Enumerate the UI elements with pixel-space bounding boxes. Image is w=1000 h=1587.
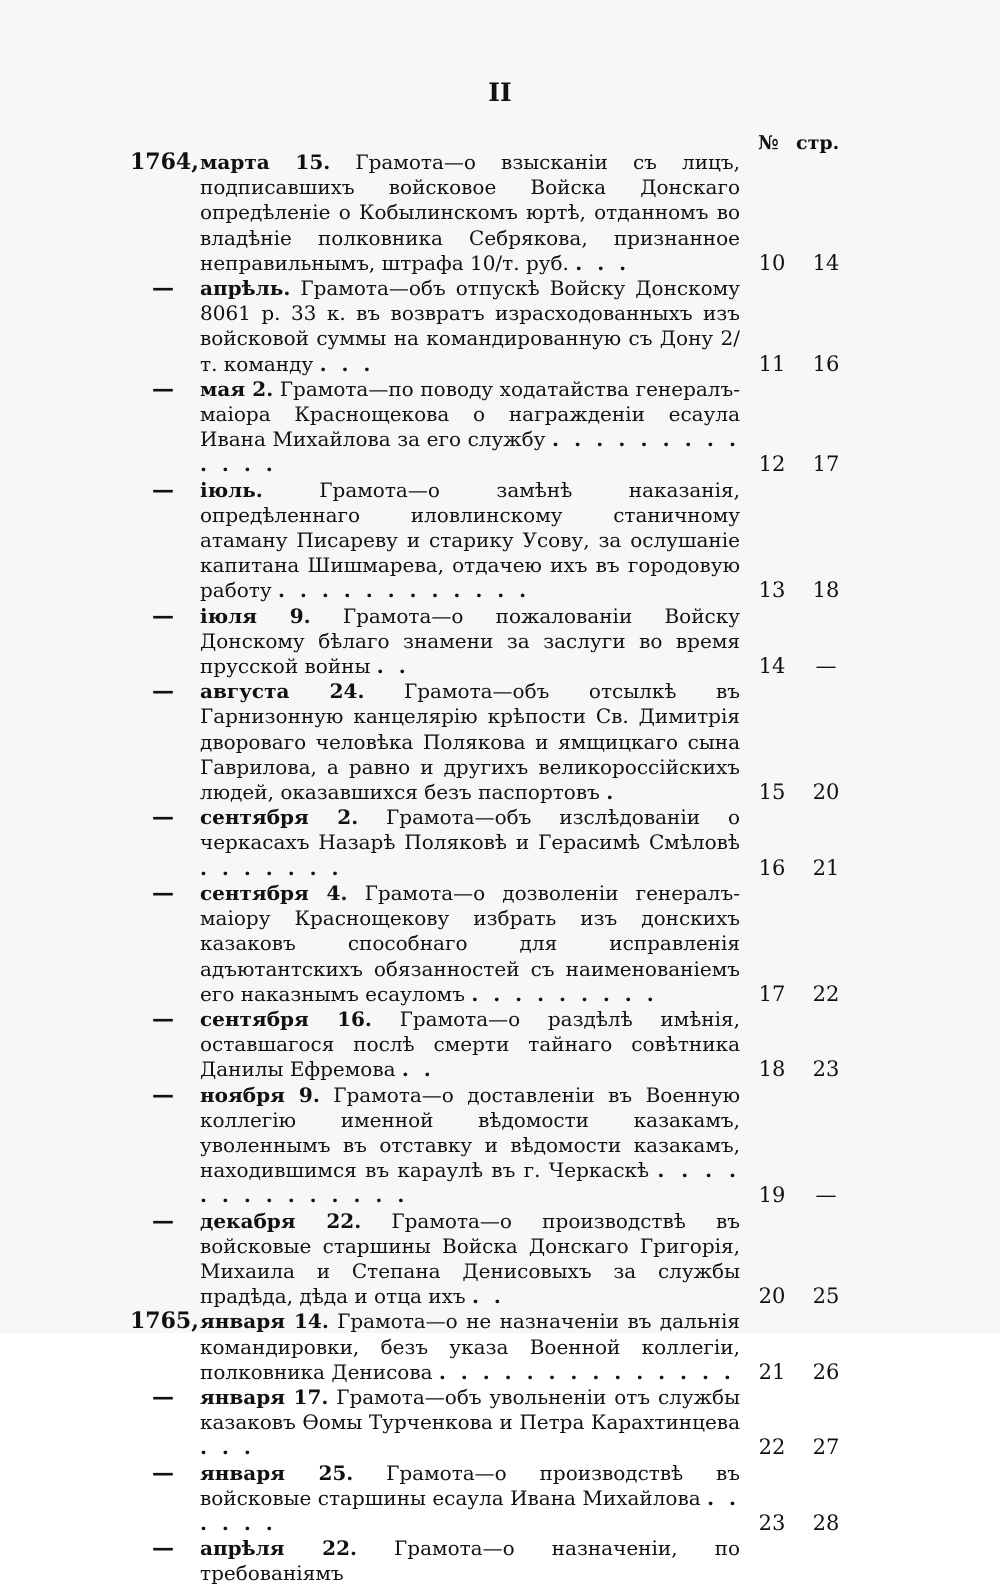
entry-dash: — [152, 375, 174, 402]
document-entry [0, 377, 1000, 478]
column-header-page: стр. [796, 132, 840, 154]
entry-date: іюль. [200, 477, 263, 502]
entry-dash: — [152, 1535, 174, 1562]
entry-text [200, 478, 740, 604]
entry-number: 10 [758, 250, 786, 275]
entry-number: 22 [758, 1435, 786, 1460]
document-entry [0, 276, 1000, 377]
entry-body: Грамота—объ изслѣдованіи о черкасахъ Назарѣ Поляковѣ и Герасимѣ Смѣловѣ [200, 805, 740, 855]
entry-date: января 17. [200, 1384, 329, 1409]
entry-date: августа 24. [200, 679, 365, 704]
entry-page: 16 [812, 351, 840, 376]
entry-body: Грамота—о взысканіи съ лицъ, подписавшихъ войсковое Войска Донскаго опредѣленіе о Кобылинскомъ юртѣ, отданномъ во владѣніе полковника Себрякова, признанное неправильнымъ, штрафа 10/т. руб. [200, 150, 740, 275]
entry-text [200, 1461, 740, 1537]
page-number: II [488, 78, 512, 107]
dot-leaders: . . . [319, 351, 375, 376]
dot-leaders: . . [471, 1284, 505, 1309]
entry-body: Грамота—о раздѣлѣ имѣнія, оставшагося послѣ смерти тайнаго совѣтника Данилы Ефремова [200, 1006, 740, 1082]
dot-leaders: . . . . . . . . . . . . [278, 578, 531, 603]
entry-number: 21 [758, 1359, 786, 1384]
entry-body: Грамота—о не назначеніи въ дальнія командировки, безъ указа Военной коллегіи, полковника Денисова [200, 1309, 740, 1384]
entry-text [200, 1385, 740, 1461]
dot-leaders: . . . . . . [200, 1485, 740, 1535]
entry-body: Грамота—о производствѣ въ войсковые старшины есаула Ивана Михайлова [200, 1460, 740, 1510]
entry-page: 14 [812, 250, 840, 275]
dot-leaders: . . . . . . . [200, 855, 343, 880]
entry-dash: — [152, 1459, 174, 1486]
entry-page: 25 [812, 1284, 840, 1309]
entry-body: Грамота—объ увольненіи отъ службы казаковъ Ѳомы Турченкова и Петра Карахтинцева [200, 1384, 740, 1435]
entry-page: — [815, 1183, 837, 1208]
entry-text [200, 881, 740, 1007]
entry-number: 17 [758, 981, 786, 1006]
entry-page: 28 [812, 1510, 840, 1535]
document-entry [0, 150, 1000, 276]
entry-text [200, 1309, 740, 1385]
document-entry [0, 679, 1000, 805]
dot-leaders: . . . . . . . . . . . . . . [438, 1359, 735, 1384]
entry-number: 12 [758, 452, 786, 477]
entry-date: апрѣль. [200, 276, 291, 301]
entry-number: 11 [758, 351, 786, 376]
entry-year: 1765, [130, 1308, 199, 1335]
entry-body: Грамота—о назначеніи, по требованіямъ [200, 1536, 740, 1586]
entry-number: 18 [758, 1057, 786, 1082]
document-entries [0, 150, 1000, 1587]
entry-number: 23 [758, 1510, 786, 1535]
document-entry [0, 1083, 1000, 1209]
document-entry [0, 1461, 1000, 1537]
entry-date: іюля 9. [200, 603, 311, 628]
entry-text [200, 1083, 740, 1209]
document-entry [0, 1007, 1000, 1083]
dot-leaders: . . [401, 1057, 435, 1082]
entry-date: декабря 22. [200, 1208, 362, 1233]
entry-body: Грамота—по поводу ходатайства генералъ-маіора Краснощекова о награжденіи есаула Ивана Михайлова за его службу [200, 376, 740, 452]
document-entry [0, 805, 1000, 881]
entry-dash: — [152, 1383, 174, 1410]
document-entry [0, 1209, 1000, 1310]
entry-number: 19 [758, 1183, 786, 1208]
entry-number: 20 [758, 1284, 786, 1309]
entry-date: марта 15. [200, 150, 331, 174]
document-entry [0, 881, 1000, 1007]
entry-page: 17 [812, 452, 840, 477]
entry-page: — [815, 654, 837, 679]
dot-leaders: . . . [575, 250, 631, 275]
entry-number: 14 [758, 654, 786, 679]
entry-dash: — [152, 678, 174, 705]
entry-page: 22 [812, 981, 840, 1006]
entry-body: Грамота—объ отсылкѣ въ Гарнизонную канцелярію крѣпости Св. Димитрія двороваго человѣка Полякова и ямщицкаго сына Гаврилова, а равно и другихъ великороссійскихъ людей, оказавшихся безъ паспортовъ [200, 679, 740, 805]
entry-page: 26 [812, 1359, 840, 1384]
entry-page: 27 [812, 1435, 840, 1460]
entry-page: 21 [812, 855, 840, 880]
entry-body: Грамота—о пожалованіи Войску Донскому бѣлаго знамени за заслуги во время прусской войны [200, 603, 741, 679]
entry-text [200, 1536, 740, 1586]
document-entry [0, 478, 1000, 604]
entry-dash: — [152, 476, 174, 503]
document-entry [0, 1385, 1000, 1461]
entry-text [200, 604, 740, 680]
entry-body: Грамота—о доставленіи въ Военную коллегію именной вѣдомости казакамъ, уволеннымъ въ отставку и вѣдомости казакамъ, находившимся въ караулѣ въ г. Черкаскѣ [200, 1082, 740, 1183]
dot-leaders: . . . [200, 1435, 255, 1460]
dot-leaders: . . . . . . . . . [471, 981, 658, 1006]
entry-dash: — [152, 1081, 174, 1108]
entry-dash: — [152, 1207, 174, 1234]
entry-date: сентября 2. [200, 805, 359, 830]
dot-leaders: . . . . . . . . . . . . . . [200, 1158, 740, 1208]
entry-body: Грамота—объ отпускѣ Войску Донскому 8061 р. 33 к. въ возвратъ израсходованныхъ изъ войсковой суммы на командированную съ Дону 2/т. команду [200, 276, 740, 376]
entry-text [200, 805, 740, 881]
entry-text [200, 1007, 740, 1083]
entry-date: мая 2. [200, 376, 274, 401]
dot-leaders: . . . . . . . . . . . . . [200, 427, 740, 477]
entry-dash: — [152, 1005, 174, 1032]
entry-body: Грамота—о производствѣ въ войсковые старшины Войска Донскаго Григорія, Михаила и Степана Денисовыхъ за службы прадѣда, дѣда и отца ихъ [200, 1208, 740, 1309]
entry-number: 15 [758, 780, 786, 805]
entry-text [200, 276, 740, 377]
entry-text [200, 1209, 740, 1310]
document-entry [0, 604, 1000, 680]
entry-dash: — [152, 804, 174, 831]
entry-page: 20 [812, 780, 840, 805]
entry-date: января 25. [200, 1460, 354, 1485]
entry-page: 18 [812, 578, 840, 603]
entry-text [200, 150, 740, 276]
document-entry [0, 1309, 1000, 1385]
entry-date: апрѣля 22. [200, 1536, 357, 1561]
entry-date: сентября 16. [200, 1006, 372, 1031]
entry-dash: — [152, 275, 174, 302]
entry-number: 16 [758, 855, 786, 880]
document-entry [0, 1536, 1000, 1586]
entry-page: 23 [812, 1057, 840, 1082]
entry-body: Грамота—о замѣнѣ наказанія, опредѣленнаго иловлинскому станичному атаману Писареву и старику Усову, за ослушаніе капитана Шишмарева, отдачею ихъ въ городовую работу [200, 477, 740, 603]
dot-leaders: . [606, 780, 618, 805]
entry-date: ноября 9. [200, 1082, 320, 1107]
entry-dash: — [152, 879, 174, 906]
entry-text [200, 679, 740, 805]
dot-leaders: . . [376, 654, 410, 679]
entry-body: Грамота—о дозволеніи генералъ-маіору Краснощекову избрать изъ донскихъ казаковъ способнаго для исправленія адъютантскихъ обязанностей съ наименованіемъ его наказнымъ есауломъ [200, 880, 740, 1006]
entry-date: января 14. [200, 1309, 329, 1334]
entry-year: 1764, [130, 149, 199, 175]
column-header-number: № [758, 132, 779, 154]
entry-text [200, 377, 740, 478]
entry-date: сентября 4. [200, 880, 348, 905]
entry-number: 13 [758, 578, 786, 603]
entry-dash: — [152, 602, 174, 629]
